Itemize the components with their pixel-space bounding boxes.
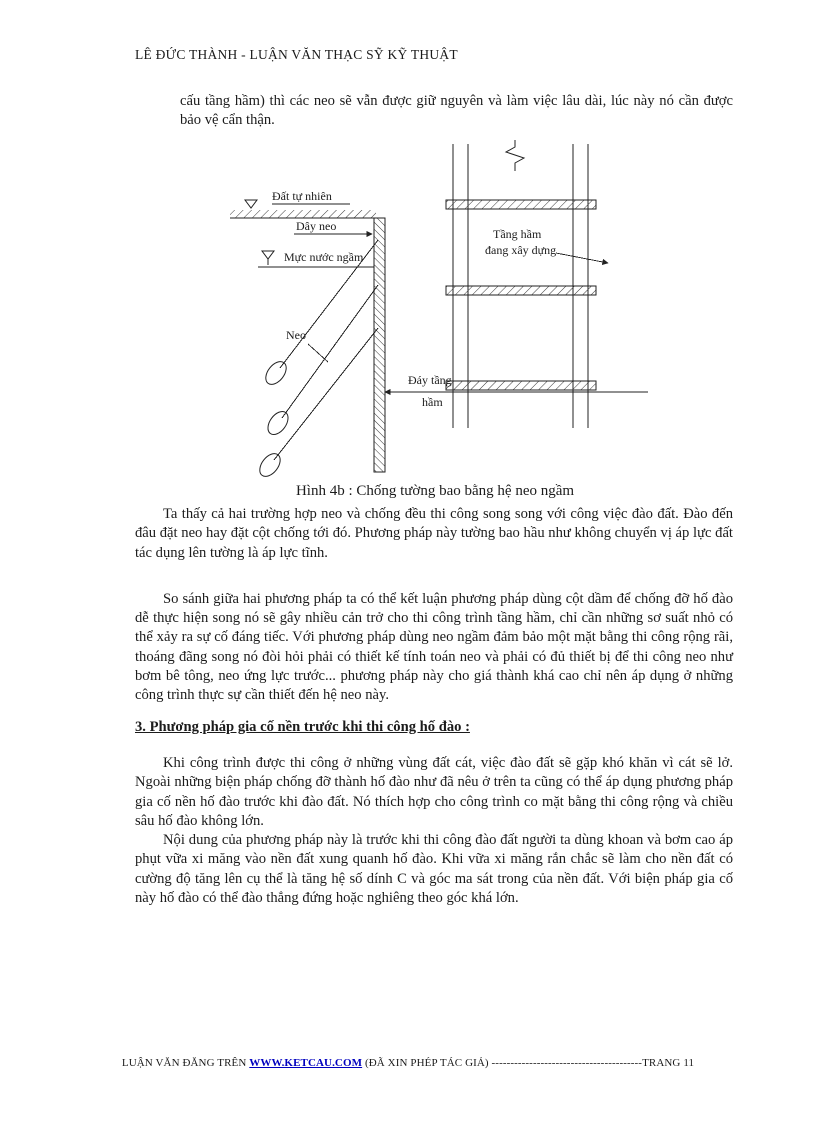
anchor-bulb-1 — [262, 358, 291, 388]
paragraph-method-comparison: So sánh giữa hai phương pháp ta có thể kết luận phương pháp dùng cột dầm để chống đỡ hố đào dễ thực hiện song nó sẽ gây nhiều cản trở cho thi công trình tầng hầm, chỉ cần những sơ suất nhỏ có thể xảy ra sự cố đáng tiếc. Với phương pháp dùng neo ngầm đảm bảo một mặt bằng thi công rộng rãi, thoáng đãng song nó đòi hỏi phải có thiết kế tính toán neo và phải có đủ thiết bị để thi công neo như bơm bê tông, neo ứng lực trước... phương pháp này cho giá thành khá cao chỉ nên áp dụng ở những công trình thực sự cần thiết đến hệ neo này. — [135, 590, 733, 704]
figure-caption: Hình 4b : Chống tường bao bằng hệ neo ngầm — [295, 483, 575, 499]
figure-anchor-diagram — [228, 140, 658, 485]
floor-slab-1 — [446, 200, 596, 209]
basement-leader-line — [556, 253, 608, 263]
anchor-diagram-svg — [228, 140, 658, 485]
paragraph-grouting-method: Nội dung của phương pháp này là trước khi thi công đào đất người ta dùng khoan và bơm cao áp phụt vữa xi măng vào nền đất xung quanh hố đào. Khi vữa xi măng rắn chắc sẽ làm cho nền đất có cường độ tăng lên cụ thể là tăng hệ số dính C và góc ma sát trong của nền đất. Với biện pháp gia cố này hố đào có thể đào thẳng đứng hoặc nghiêng theo góc khá lớn. — [135, 832, 733, 907]
ketcau-link[interactable]: WWW.KETCAU.COM — [249, 1057, 363, 1069]
footer-middle: (ĐÃ XIN PHÉP TÁC GIẢ) — [362, 1057, 492, 1069]
page-footer — [0, 1057, 816, 1069]
ground-anchors — [256, 240, 378, 480]
basement-structure — [446, 140, 596, 428]
label-basement-floor-line2: hầm — [422, 395, 443, 409]
footer-dashes: ---------------------------------------- — [491, 1057, 643, 1069]
label-basement-line2: đang xây dựng — [485, 243, 557, 257]
water-table-symbol — [262, 251, 274, 265]
intro-paragraph: cấu tầng hầm) thì các neo sẽ vẫn được giữ nguyên và làm việc lâu dài, lúc này nó cần được bảo vệ cẩn thận. — [180, 93, 733, 129]
anchor-bulb-3 — [256, 450, 285, 480]
label-basement-line1: Tầng hầm — [493, 227, 542, 241]
label-anchor-cable: Dây neo — [296, 219, 337, 233]
floor-slab-2 — [446, 286, 596, 295]
anchor-bulb-2 — [264, 408, 292, 438]
anchor-leader-line — [308, 344, 328, 362]
label-basement-floor-line1: Đáy tầng — [408, 373, 452, 387]
paragraph-sandy-soil: Khi công trình được thi công ở những vùng đất cát, việc đào đất sẽ gặp khó khăn vì cát sẽ lở. Ngoài những biện pháp chống đỡ thành hố đào như đã nêu ở trên ta cũng có thể áp dụng phương pháp gia cố nền hố đào trước khi đào đất. Nó thích hợp cho công trình co mặt bằng thi công rộng và chiều sâu hố đào không lớn. — [135, 754, 733, 829]
page-header-title: LÊ ĐỨC THÀNH - LUẬN VĂN THẠC SỸ KỸ THUẬT — [135, 47, 458, 62]
label-water-table: Mực nước ngầm — [284, 250, 364, 264]
footer-page-number: TRANG 11 — [642, 1057, 695, 1069]
break-symbol — [506, 140, 524, 171]
ground-level-symbol — [245, 200, 257, 208]
floor-slab-3 — [446, 381, 596, 390]
footer-prefix: LUẬN VĂN ĐĂNG TRÊN — [121, 1057, 250, 1069]
body-text — [135, 505, 733, 908]
label-natural-ground: Đất tự nhiên — [272, 189, 332, 203]
retaining-wall — [374, 218, 385, 472]
paragraph-comparison-intro: Ta thấy cả hai trường hợp neo và chống đều thi công song song với công việc đào đất. Đào đến đâu đặt neo hay đặt cột chống tới đó. Phương pháp này tường bao hầu như không chuyển vị áp lực đất tác dụng lên tường là áp lực tĩnh. — [135, 506, 733, 561]
label-anchor: Neo — [286, 328, 306, 342]
section-heading: 3. Phương pháp gia cố nền trước khi thi công hố đào : — [135, 718, 470, 735]
